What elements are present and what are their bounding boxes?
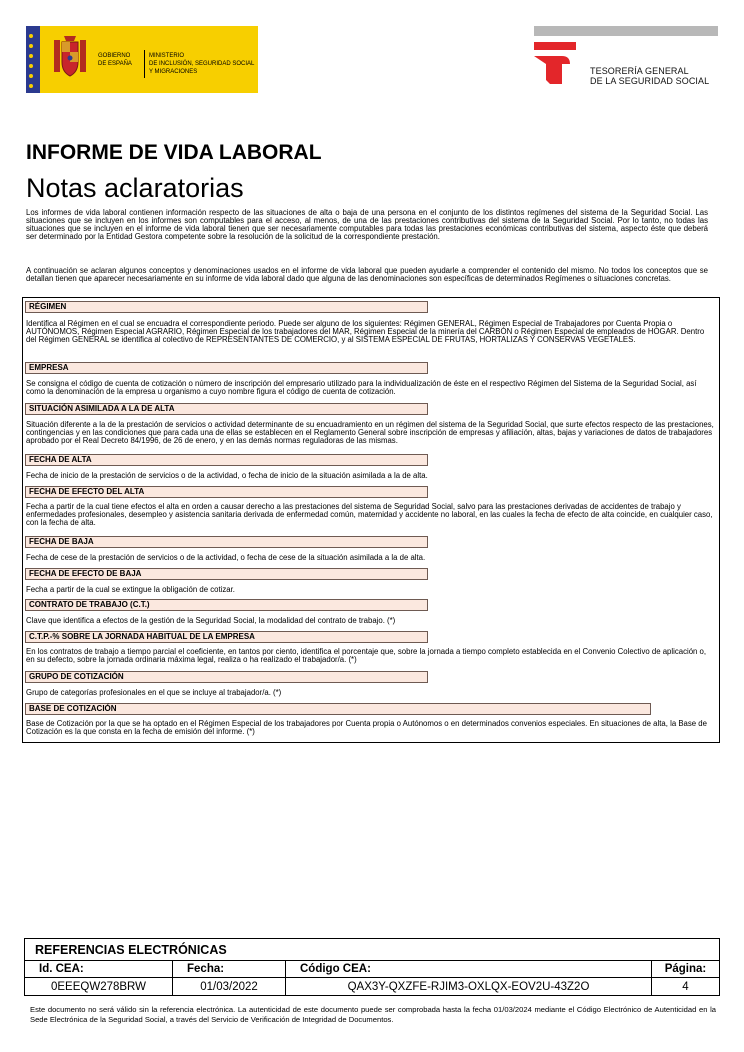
tgss-logo-icon xyxy=(534,42,576,84)
codigo-cea-header: Código CEA: xyxy=(286,961,652,978)
definition-text-fecha-efecto-baja: Fecha a partir de la cual se extingue la obligación de cotizar. xyxy=(26,585,235,594)
definition-text-contrato-trabajo: Clave que identifica a efectos de la gestión de la Seguridad Social, la modalidad del contrato de trabajo. (*) xyxy=(26,616,396,625)
definition-label-grupo-cotizacion: GRUPO DE COTIZACIÓN xyxy=(25,671,428,683)
definition-text-situacion-asimilada: Situación diferente a la de la prestación de servicios o actividad determinante de su encuadramiento en un régimen del sistema de la Seguridad Social, que surte efectos respecto de las prestaciones, contingencias y en las condiciones que para cada una de ellas se establecen en el Reglamento General sobre inscripción de empresas y afiliación, altas, bajas y variaciones de datos de trabajadores aprobado por el Real Decreto 84/1996, de 26 de enero, y en las demás normas reguladoras de las mismas. xyxy=(26,420,714,446)
definition-label-empresa: EMPRESA xyxy=(25,362,428,374)
tgss-name: TESORERÍA GENERAL DE LA SEGURIDAD SOCIAL xyxy=(590,66,710,86)
definition-label-fecha-efecto-baja: FECHA DE EFECTO DE BAJA xyxy=(25,568,428,580)
definition-text-base-cotizacion: Base de Cotización por la que se ha optado en el Régimen Especial de los trabajadores por Cuenta propia o Autónomos o en determinados convenios especiales. En situaciones de alta, la Base de Cotización es la que consta en la fecha de emisión del informe. (*) xyxy=(26,719,707,737)
definition-text-fecha-efecto-alta: Fecha a partir de la cual tiene efectos el alta en orden a causar derecho a las prestaciones del sistema de Seguridad Social, salvo para las prestaciones derivadas de accidentes de trabajo y enfermedades profesionales, desempleo y asistencia sanitaria derivada de enfermedad común, maternidad y accidente no laboral, en las cuales la fecha de efecto de alta coincide, en cualquier caso, con la fecha de alta. xyxy=(26,502,713,528)
coat-of-arms-icon xyxy=(50,34,90,84)
definition-label-ctp-jornada: C.T.P.-% SOBRE LA JORNADA HABITUAL DE LA EMPRESA xyxy=(25,631,428,643)
electronic-references-table xyxy=(24,938,720,996)
government-name: GOBIERNO DE ESPAÑA xyxy=(98,53,132,67)
definition-text-fecha-baja: Fecha de cese de la prestación de servicios o de la actividad, o fecha de cese de la situación asimilada a la de alta. xyxy=(26,553,426,562)
codigo-cea-value: QAX3Y-QXZFE-RJIM3-OXLQX-EOV2U-43Z2O xyxy=(286,978,652,996)
intro-paragraph: A continuación se aclaran algunos conceptos y denominaciones usados en el informe de vida laboral que pueden ayudarle a comprender el contenido del mismo. No todos los conceptos que se detallan tienen que aparecer necesariamente en su informe de vida laboral dado que alguna de las denominaciones son específicas de determinados Regímenes o situaciones concretas. xyxy=(26,266,708,284)
footer-note: Este documento no será válido sin la referencia electrónica. La autenticidad de este documento puede ser comprobada hasta la fecha 01/03/2024 mediante el Código Electrónico de Autenticidad en la Sede Electrónica de la Seguridad Social, a través del Servicio de Verificación de Integridad de Documentos. xyxy=(30,1005,716,1024)
definition-label-fecha-baja: FECHA DE BAJA xyxy=(25,536,428,548)
definition-text-grupo-cotizacion: Grupo de categorías profesionales en el que se incluye al trabajador/a. (*) xyxy=(26,688,282,697)
page-subtitle: Notas aclaratorias xyxy=(26,173,244,203)
definition-label-situacion-asimilada: SITUACIÓN ASIMILADA A LA DE ALTA xyxy=(25,403,428,415)
definition-text-empresa: Se consigna el código de cuenta de cotización o número de inscripción del empresario utilizado para la individualización de éste en el respectivo Régimen del Sistema de la Seguridad Social, así como la denominación de la empresa u organismo a cuyo nombre figura el código de cuenta de cotización. xyxy=(26,379,697,397)
id-cea-header: Id. CEA: xyxy=(25,961,173,978)
eu-flag-icon xyxy=(26,26,40,93)
page-title: INFORME DE VIDA LABORAL xyxy=(26,141,322,164)
definition-text-fecha-alta: Fecha de inicio de la prestación de servicios o de la actividad, o fecha de inicio de la situación asimilada a la de alta. xyxy=(26,471,428,480)
pagina-header: Página: xyxy=(652,961,720,978)
definition-label-fecha-alta: FECHA DE ALTA xyxy=(25,454,428,466)
pagina-value: 4 xyxy=(652,978,720,996)
references-title: REFERENCIAS ELECTRÓNICAS xyxy=(25,939,720,961)
definition-text-ctp-jornada: En los contratos de trabajo a tiempo parcial el coeficiente, en tantos por ciento, identifica el porcentaje que, sobre la jornada a tiempo completo establecida en el Convenio Colectivo de aplicación o, en su defecto, sobre la jornada ordinaria máxima legal, realiza o ha realizado el trabajador/a. (*) xyxy=(26,647,707,665)
tgss-header-bar xyxy=(534,26,718,36)
definition-label-base-cotizacion: BASE DE COTIZACIÓN xyxy=(25,703,651,715)
ministry-name: MINISTERIO DE INCLUSIÓN, SEGURIDAD SOCIAL Y MIGRACIONES xyxy=(149,53,255,75)
definition-label-regimen: RÉGIMEN xyxy=(25,301,428,313)
definition-label-fecha-efecto-alta: FECHA DE EFECTO DEL ALTA xyxy=(25,486,428,498)
id-cea-value: 0EEEQW278BRW xyxy=(25,978,173,996)
definition-text-regimen: Identifica al Régimen en el cual se encuadra el correspondiente periodo. Puede ser alguno de los siguientes: Régimen GENERAL, Régimen Especial de Trabajadores por Cuenta Propia o AUTÓNOMOS, Régimen Especial AGRARIO, Régimen Especial de los trabajadores del MAR, Régimen Especial de la minería del CARBÓN o Régimen Especial de empleados de HOGAR. Dentro del Régimen GENERAL se identifica al colectivo de REPRESENTANTES DE COMERCIO, y al SISTEMA ESPECIAL DE FRUTAS, HORTALIZAS Y CONSERVAS VEGETALES. xyxy=(26,319,705,345)
intro-paragraph: Los informes de vida laboral contienen información respecto de las situaciones de alta o baja de una persona en el conjunto de los distintos regímenes del sistema de la Seguridad Social. Las situaciones que se incluyen en los informes son computables para el acceso, al menos, de una de las prestaciones contributivas del sistema de la Seguridad Social. Por lo tanto, no todas las situaciones que se incluyen en el informe de vida laboral tienen que ser necesariamente computables para todas las prestaciones económicas contributivas del sistema, aspecto éste que deberá ser determinado por la Entidad Gestora competente sobre la resolución de la solicitud de la correspondiente prestación. xyxy=(26,208,708,242)
logo-divider xyxy=(144,50,145,78)
fecha-header: Fecha: xyxy=(173,961,286,978)
definition-label-contrato-trabajo: CONTRATO DE TRABAJO (C.T.) xyxy=(25,599,428,611)
fecha-value: 01/03/2022 xyxy=(173,978,286,996)
